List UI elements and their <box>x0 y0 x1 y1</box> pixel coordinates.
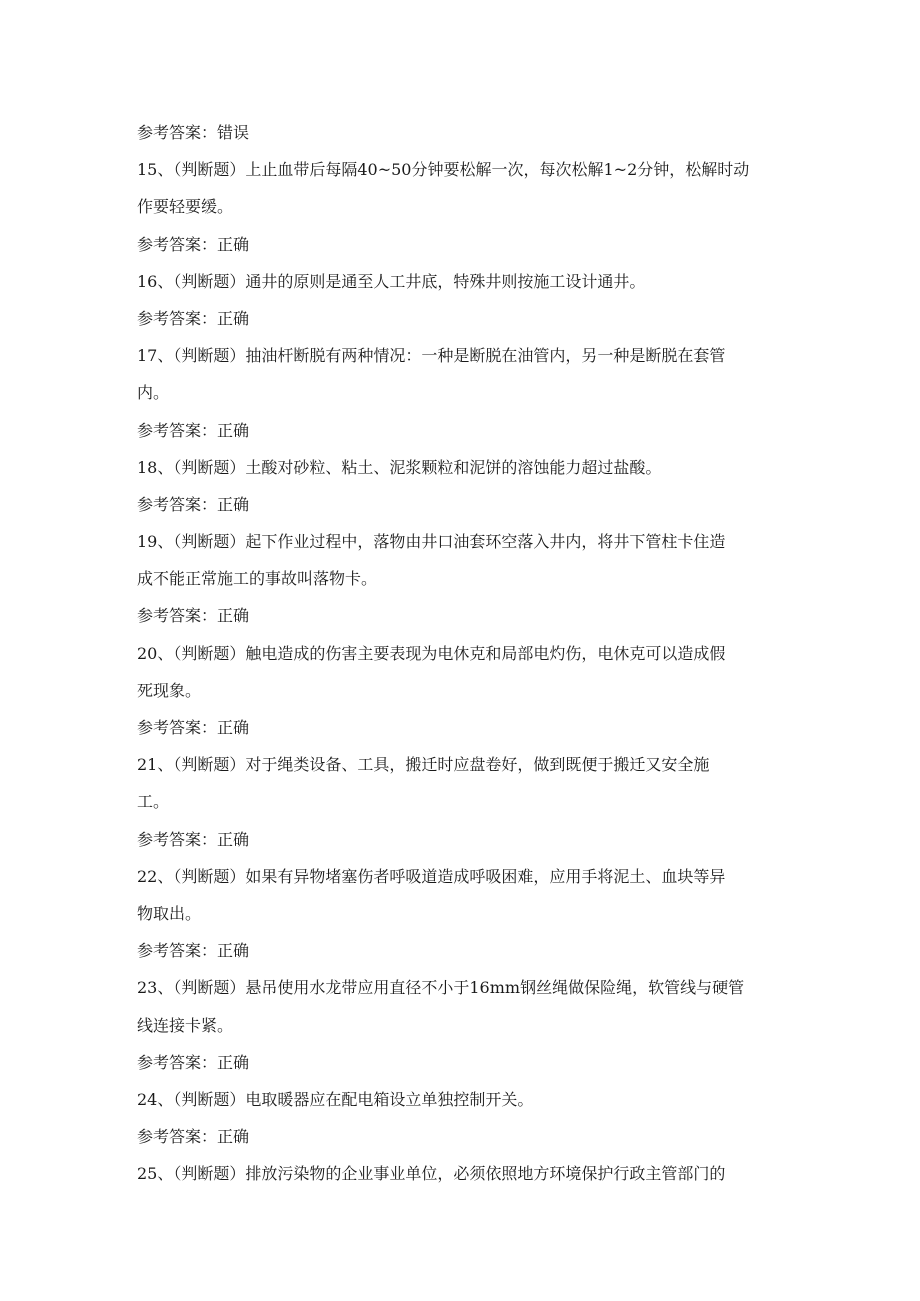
question-19-line-2: 成不能正常施工的事故叫落物卡。 <box>137 569 378 589</box>
question-23-line-2: 线连接卡紧。 <box>137 1015 234 1035</box>
answer-15: 参考答案：正确 <box>137 234 250 254</box>
answer-17: 参考答案：正确 <box>137 420 250 440</box>
answer-22: 参考答案：正确 <box>137 941 250 961</box>
question-15-line-1: 15、（判断题）上止血带后每隔40~50分钟要松解一次，每次松解1~2分钟，松解时动 <box>137 160 750 180</box>
question-25-line-1: 25、（判断题）排放污染物的企业事业单位，必须依照地方环境保护行政主管部门的 <box>137 1164 726 1184</box>
question-20-line-1: 20、（判断题）触电造成的伤害主要表现为电休克和局部电灼伤，电休克可以造成假 <box>137 643 726 663</box>
question-17-line-2: 内。 <box>137 383 170 403</box>
question-24-line-1: 24、（判断题）电取暖器应在配电箱设立单独控制开关。 <box>137 1089 534 1109</box>
question-20-line-2: 死现象。 <box>137 680 202 700</box>
answer-19: 参考答案：正确 <box>137 606 250 626</box>
question-16-line-1: 16、（判断题）通井的原则是通至人工井底，特殊井则按施工设计通井。 <box>137 271 646 291</box>
question-22-line-1: 22、（判断题）如果有异物堵塞伤者呼吸道造成呼吸困难，应用手将泥土、血块等异 <box>137 866 726 886</box>
question-18-line-1: 18、（判断题）土酸对砂粒、粘土、泥浆颗粒和泥饼的溶蚀能力超过盐酸。 <box>137 457 662 477</box>
document-body <box>137 114 777 1192</box>
question-15-line-2: 作要轻要缓。 <box>137 197 234 217</box>
question-23-line-1: 23、（判断题）悬吊使用水龙带应用直径不小于16mm钢丝绳做保险绳，软管线与硬管 <box>137 978 745 998</box>
question-19-line-1: 19、（判断题）起下作业过程中，落物由井口油套环空落入井内，将井下管柱卡住造 <box>137 532 726 552</box>
answer-16: 参考答案：正确 <box>137 308 250 328</box>
answer-23: 参考答案：正确 <box>137 1052 250 1072</box>
question-22-line-2: 物取出。 <box>137 903 202 923</box>
answer-21: 参考答案：正确 <box>137 829 250 849</box>
question-21-line-1: 21、（判断题）对于绳类设备、工具，搬迁时应盘卷好，做到既便于搬迁又安全施 <box>137 755 710 775</box>
answer-20: 参考答案：正确 <box>137 718 250 737</box>
answer-line: 参考答案：错误 <box>137 123 250 142</box>
answer-18: 参考答案：正确 <box>137 494 250 514</box>
question-21-line-2: 工。 <box>137 792 170 812</box>
answer-24: 参考答案：正确 <box>137 1127 250 1147</box>
question-17-line-1: 17、（判断题）抽油杆断脱有两种情况：一种是断脱在油管内，另一种是断脱在套管 <box>137 346 726 366</box>
